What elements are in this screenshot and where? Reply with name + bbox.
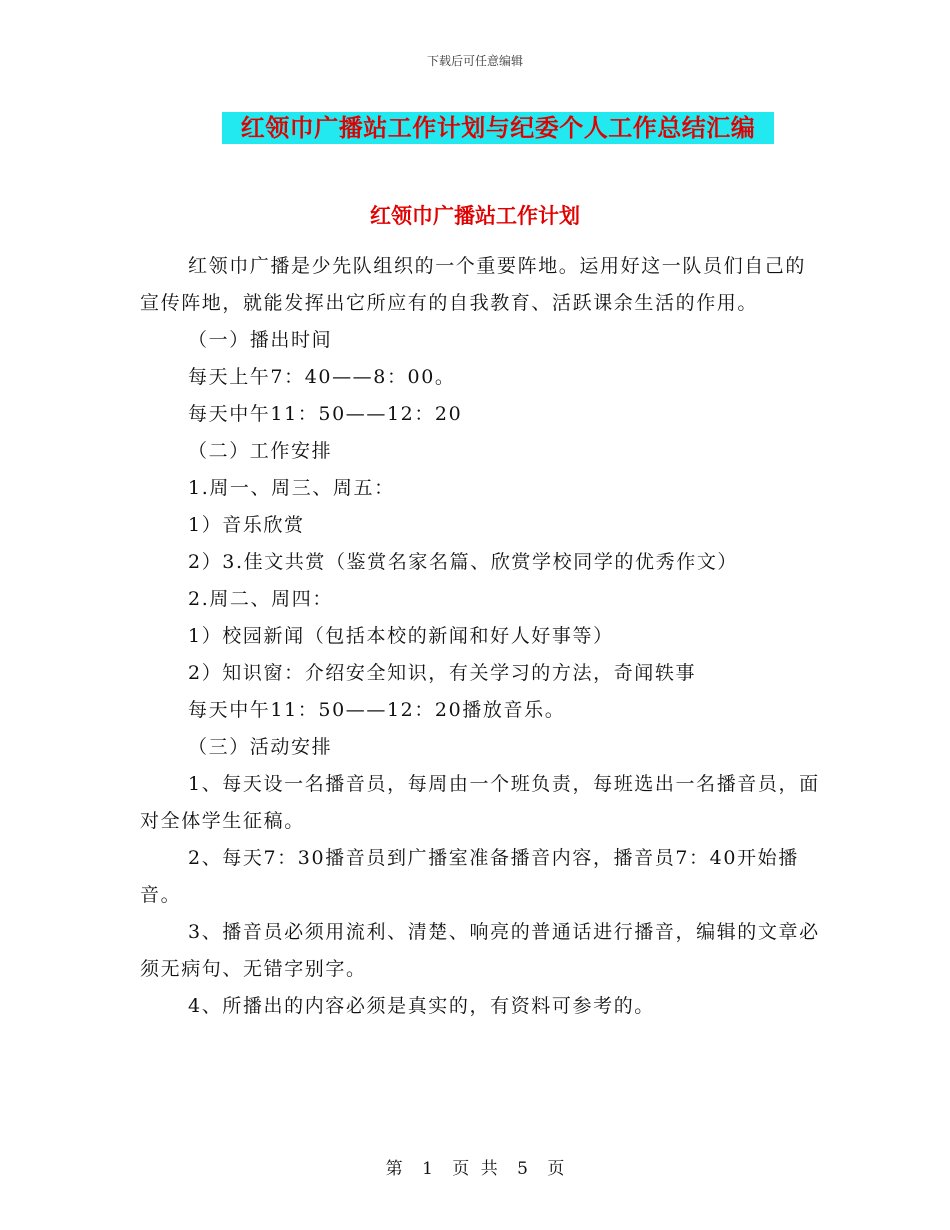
- header-note: 下载后可任意编辑: [426, 54, 523, 68]
- document-body: [140, 248, 820, 1025]
- footer-middle: 页 共: [452, 1159, 498, 1179]
- footer-prefix: 第: [385, 1159, 403, 1179]
- document-title: 红领巾广播站工作计划与纪委个人工作总结汇编: [222, 112, 774, 144]
- subheading-work-arrangement: （二）工作安排: [188, 440, 333, 462]
- footer-suffix: 页: [547, 1159, 565, 1179]
- list-item: 每天中午11：50——12：20播放音乐。: [188, 699, 566, 721]
- list-item: 2）3.佳文共赏（鉴赏名家名篇、欣赏学校同学的优秀作文）: [188, 551, 739, 573]
- list-item: 1）校园新闻（包括本校的新闻和好人好事等）: [188, 625, 614, 647]
- list-item: 1）音乐欣赏: [188, 514, 305, 536]
- page-footer: [0, 1154, 950, 1179]
- activity-paragraph: 2、每天7：30播音员到广播室准备播音内容，播音员7：40开始播音。: [140, 847, 799, 906]
- intro-paragraph: 红领巾广播是少先队组织的一个重要阵地。运用好这一队员们自己的宣传阵地，就能发挥出它所应有的自我教育、活跃课余生活的作用。: [140, 255, 807, 314]
- total-page-count: 5: [517, 1159, 528, 1179]
- morning-time: 每天上午7：40——8：00。: [188, 366, 456, 388]
- list-item: 1.周一、周三、周五：: [188, 477, 395, 499]
- noon-time: 每天中午11：50——12：20: [188, 403, 463, 425]
- section-title: 红领巾广播站工作计划: [370, 203, 580, 228]
- subheading-activity-arrangement: （三）活动安排: [188, 736, 333, 758]
- activity-paragraph: 1、每天设一名播音员，每周由一个班负责，每班选出一名播音员，面对全体学生征稿。: [140, 773, 820, 832]
- list-item: 2.周二、周四：: [188, 588, 333, 610]
- activity-paragraph: 3、播音员必须用流利、清楚、响亮的普通话进行播音，编辑的文章必须无病句、无错字别字。: [140, 921, 820, 980]
- subheading-broadcast-time: （一）播出时间: [188, 329, 333, 351]
- list-item: 2）知识窗：介绍安全知识，有关学习的方法，奇闻轶事: [188, 662, 697, 684]
- activity-paragraph: 4、所播出的内容必须是真实的，有资料可参考的。: [188, 995, 655, 1017]
- current-page-number: 1: [422, 1159, 433, 1179]
